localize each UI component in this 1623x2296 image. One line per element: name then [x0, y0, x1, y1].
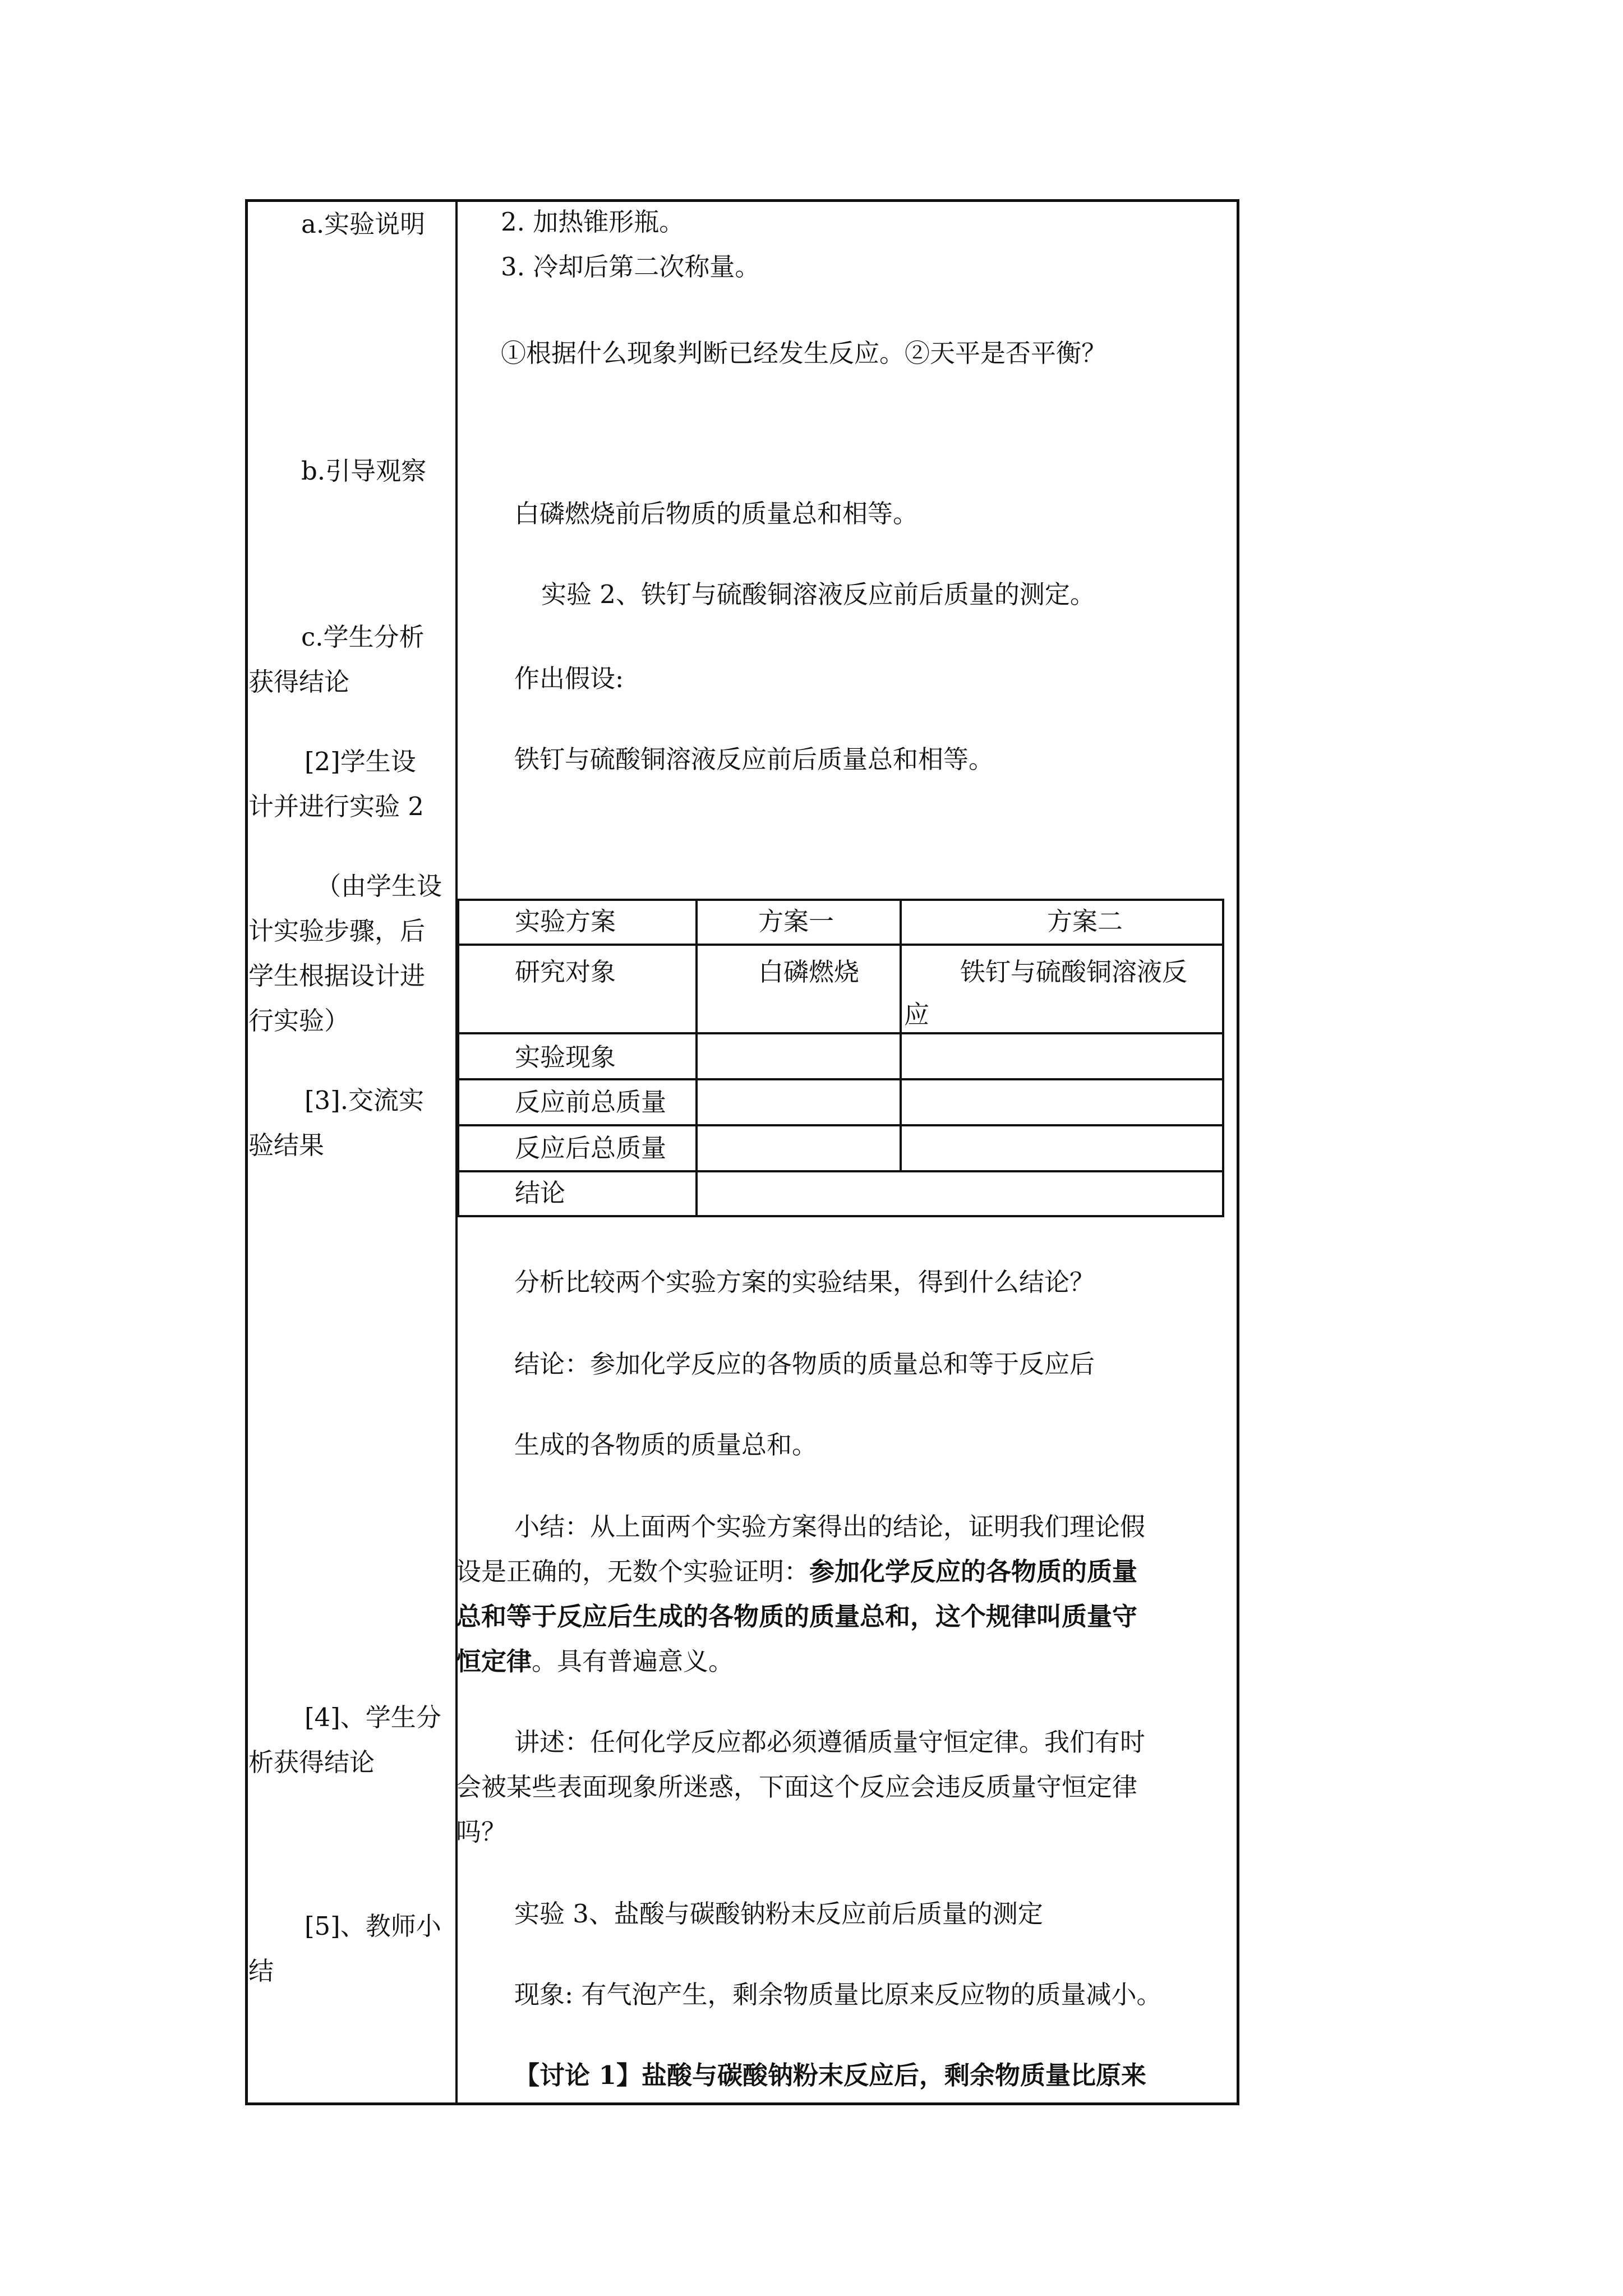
cell-object-plan1: 白磷燃烧	[758, 957, 860, 987]
label-item3-line1: [3].交流实	[305, 1085, 425, 1115]
cell-object-plan2-line1: 铁钉与硫酸铜溶液反	[960, 957, 1188, 987]
experiment-3-title: 实验 3、盐酸与碳酸钠粉末反应前后质量的测定	[514, 1899, 1043, 1929]
table-line	[457, 1124, 1224, 1126]
conclusion-line1: 结论：参加化学反应的各物质的质量总和等于反应后	[514, 1349, 1095, 1379]
label-b: b.引导观察	[301, 456, 427, 486]
step-2: 2. 加热锥形瓶。	[501, 207, 685, 237]
row-label-object: 研究对象	[515, 957, 616, 987]
row-label-before: 反应前总质量	[515, 1087, 667, 1117]
summary-line4-bold: 恒定律	[456, 1646, 532, 1676]
summary-line3: 总和等于反应后生成的各物质的质量总和，这个规律叫质量守	[456, 1602, 1138, 1631]
table-header-plan2: 方案二	[1047, 907, 1123, 936]
experiment-2-title: 实验 2、铁钉与硫酸铜溶液反应前后质量的测定。	[541, 579, 1095, 609]
result-1: 白磷燃烧前后物质的质量总和相等。	[514, 499, 919, 528]
table-line	[457, 1215, 1224, 1217]
label-item5-line1: [5]、教师小	[305, 1911, 441, 1941]
summary-line2	[456, 1549, 1137, 1594]
table-line	[457, 1078, 1224, 1080]
table-line	[695, 899, 698, 1217]
phenomenon: 现象: 有气泡产生，剩余物质量比原来反应物的质量减小。	[514, 1980, 1162, 2009]
cell-object-plan2-line2: 应	[904, 1000, 930, 1029]
lecture-line2: 会被某些表面现象所迷惑，下面这个反应会违反质量守恒定律	[456, 1772, 1138, 1802]
table-header-plan: 实验方案	[515, 907, 616, 936]
row-label-conclusion: 结论	[515, 1178, 566, 1208]
row-label-phenomenon: 实验现象	[515, 1042, 616, 1072]
discussion-1: 【讨论 1】盐酸与碳酸钠粉末反应后，剩余物质量比原来	[514, 2060, 1146, 2090]
table-line	[457, 944, 1224, 946]
summary-line2-bold: 参加化学反应的各物质的质量	[809, 1557, 1138, 1586]
note-line3: 学生根据设计进	[248, 961, 426, 991]
table-line	[900, 899, 902, 1170]
summary-line1: 小结：从上面两个实验方案得出的结论，证明我们理论假	[514, 1512, 1146, 1542]
note-line2: 计实验步骤，后	[248, 916, 426, 946]
analysis-question: 分析比较两个实验方案的实验结果，得到什么结论？	[514, 1267, 1095, 1297]
table-line	[457, 1170, 1224, 1172]
label-a: a.实验说明	[301, 209, 426, 239]
hypothesis-label: 作出假设:	[514, 664, 624, 693]
conclusion-line2: 生成的各物质的质量总和。	[514, 1430, 818, 1460]
label-item4-line2: 析获得结论	[248, 1747, 375, 1777]
lecture-line1: 讲述：任何化学反应都必须遵循质量守恒定律。我们有时	[514, 1727, 1146, 1757]
step-3: 3. 冷却后第二次称量。	[501, 252, 760, 282]
table-header-plan1: 方案一	[758, 907, 834, 936]
table-line	[457, 899, 459, 1217]
note-line4: 行实验）	[248, 1006, 350, 1036]
row-label-after: 反应后总质量	[515, 1133, 667, 1163]
guiding-questions: ①根据什么现象判断已经发生反应。②天平是否平衡？	[501, 338, 1107, 368]
summary-line2-plain: 设是正确的，无数个实验证明：	[456, 1557, 810, 1586]
label-item5-line2: 结	[248, 1956, 274, 1986]
note-line1: （由学生设	[316, 871, 442, 901]
table-line	[1222, 899, 1224, 1217]
table-line	[457, 899, 1224, 901]
label-item2-line2: 计并进行实验 2	[248, 792, 424, 821]
label-item2-line1: [2]学生设	[305, 747, 416, 776]
lecture-line3: 吗？	[456, 1817, 507, 1847]
label-c-line2: 获得结论	[248, 667, 350, 697]
label-c-line1: c.学生分析	[301, 622, 425, 652]
label-item4-line1: [4]、学生分	[305, 1703, 441, 1732]
summary-line4-plain: 。具有普遍意义。	[532, 1646, 734, 1676]
hypothesis: 铁钉与硫酸铜溶液反应前后质量总和相等。	[514, 744, 994, 774]
table-line	[457, 1032, 1224, 1034]
label-item3-line2: 验结果	[248, 1130, 325, 1160]
summary-line4	[456, 1639, 734, 1684]
